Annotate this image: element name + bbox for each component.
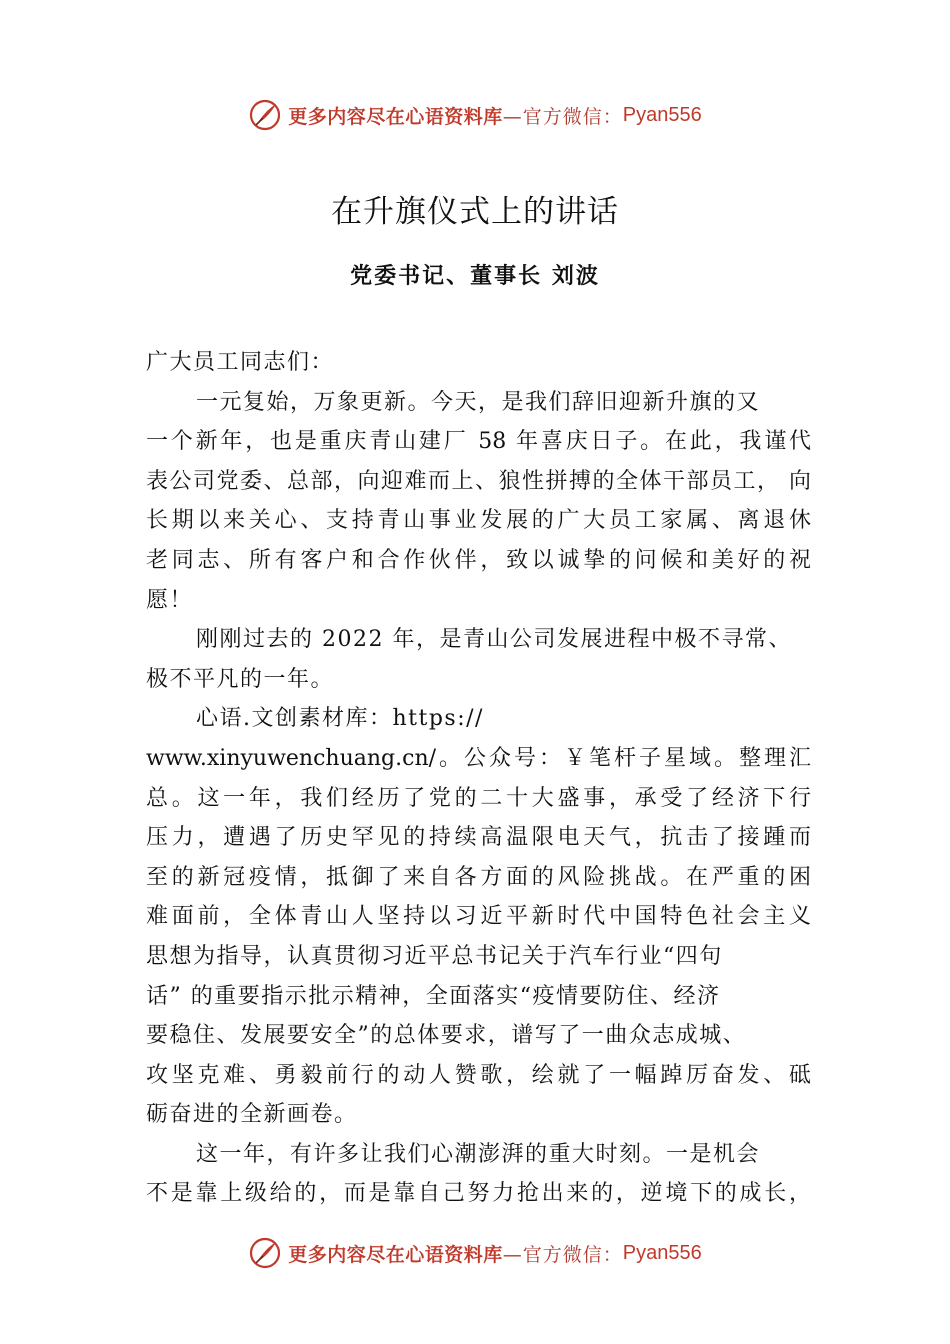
body-line: 要稳住、发展要安全”的总体要求，谱写了一曲众志成城、 xyxy=(146,1023,747,1049)
feather-pen-icon xyxy=(248,98,282,132)
body-line: 心语.文创素材库：https:// xyxy=(196,706,484,732)
body-line: 表公司党委、总部，向迎难而上、狼性拼搏的全体干部员工， 向 xyxy=(146,468,811,494)
body-line: 话” 的重要指示批示精神，全面落实“疫情要防住、经济 xyxy=(146,983,721,1009)
body-line: 思想为指导，认真贯彻习近平总书记关于汽车行业“四句 xyxy=(146,943,723,969)
body-line: 总。这一年，我们经历了党的二十大盛事，承受了经济下行 xyxy=(146,785,811,811)
body-line: 压力，遭遇了历史罕见的持续高温限电天气，抗击了接踵而 xyxy=(146,825,811,851)
body-line: 极不平凡的一年。 xyxy=(146,666,335,692)
watermark-brand: 更多内容尽在心语资料库 xyxy=(288,105,503,128)
watermark-account: Pyan556 xyxy=(622,103,702,126)
document-byline: 党委书记、董事长 刘波 xyxy=(350,263,600,289)
document-body xyxy=(146,343,811,1214)
body-line: 难面前，全体青山人坚持以习近平新时代中国特色社会主义 xyxy=(146,904,811,930)
body-line: 长期以来关心、支持青山事业发展的广大员工家属、离退休 xyxy=(146,508,811,534)
body-line: 愿！ xyxy=(146,587,194,613)
body-line: 攻坚克难、勇毅前行的动人赞歌，绘就了一幅踔厉奋发、砥 xyxy=(146,1062,811,1088)
document-title: 在升旗仪式上的讲话 xyxy=(331,194,619,230)
salutation: 广大员工同志们： xyxy=(146,350,335,375)
body-line: 至的新冠疫情，抵御了来自各方面的风险挑战。在严重的困 xyxy=(146,864,811,890)
body-line: 这一年，有许多让我们心潮澎湃的重大时刻。一是机会 xyxy=(196,1141,761,1167)
body-line: www.xinyuwenchuang.cn/。公众号：￥笔杆子星域。整理汇 xyxy=(146,745,811,771)
watermark-wechat-label: —官方微信： xyxy=(502,105,623,128)
body-line: 刚刚过去的 2022 年，是青山公司发展进程中极不寻常、 xyxy=(196,627,792,653)
body-line: 一个新年，也是重庆青山建厂 58 年喜庆日子。在此，我谨代 xyxy=(146,429,811,455)
body-line: 砺奋进的全新画卷。 xyxy=(146,1102,358,1128)
body-line: 一元复始，万象更新。今天，是我们辞旧迎新升旗的又 xyxy=(196,389,761,415)
watermark-account: Pyan556 xyxy=(622,1241,702,1264)
feather-pen-icon xyxy=(248,1236,282,1270)
watermark-wechat-label: —官方微信： xyxy=(502,1243,623,1266)
body-line: 老同志、所有客户和合作伙伴，致以诚挚的问候和美好的祝 xyxy=(146,547,811,573)
body-line: 不是靠上级给的，而是靠自己努力抢出来的，逆境下的成长， xyxy=(146,1181,811,1207)
watermark-banner-top xyxy=(0,95,950,135)
watermark-banner-bottom xyxy=(0,1233,950,1273)
watermark-brand: 更多内容尽在心语资料库 xyxy=(288,1243,503,1266)
